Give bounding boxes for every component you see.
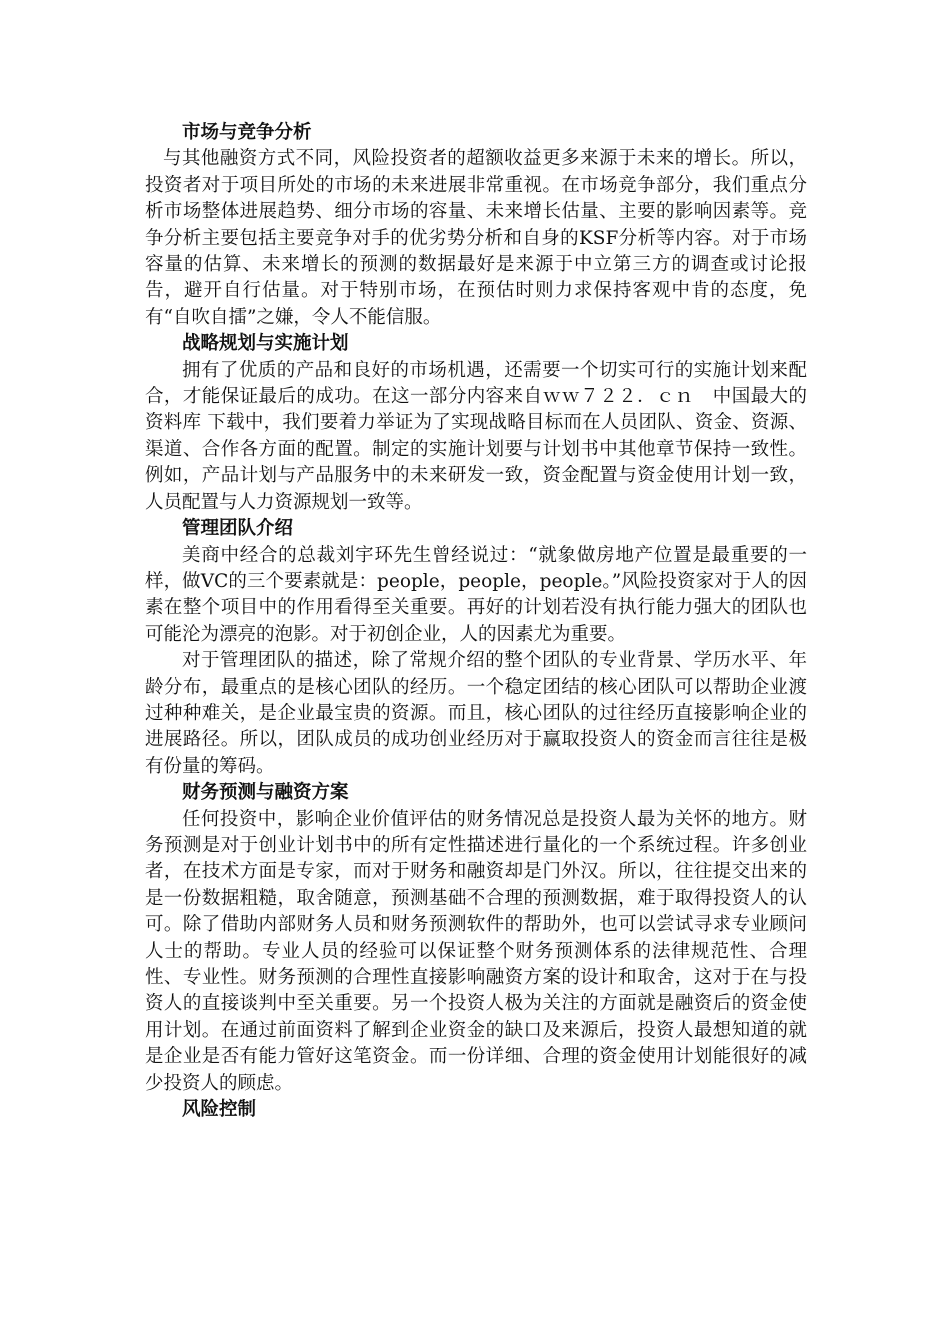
paragraph-strategy-plan: 拥有了优质的产品和良好的市场机遇，还需要一个切实可行的实施计划来配合，才能保证最后的成功。在这一部分内容来自ｗｗ７２２．ｃｎ 中国最大的 资料库 下载中，我们要着力举证为了实现战略目标而在人员团队、资金、资源、渠道、合作各方面的配置。制定的实施计划要与计划书中其他章节保持一致性。例如，产品计划与产品服务中的未来研发一致，资金配置与资金使用计划一致，人员配置与人力资源规划一致等。 [145,359,807,513]
paragraph-management-team-2: 对于管理团队的描述，除了常规介绍的整个团队的专业背景、学历水平、年龄分布，最重点的是核心团队的经历。一个稳定团结的核心团队可以帮助企业渡过种种难关，是企业最宝贵的资源。而且，核心团队的过往经历直接影响企业的进展路径。所以，团队成员的成功创业经历对于赢取投资人的资金而言往往是极有份量的筹码。 [145,650,807,777]
paragraph-market-competition: 与其他融资方式不同，风险投资者的超额收益更多来源于未来的增长。所以，投资者对于项目所处的市场的未来进展非常重视。在市场竞争部分，我们重点分析市场整体进展趋势、细分市场的容量、未来增长估量、主要的影响因素等。竞争分析主要包括主要竞争对手的优劣势分析和自身的KSF分析等内容。对于市场容量的估算、未来增长的预测的数据最好是来源于中立第三方的调查或讨论报告，避开自行估量。对于特别市场，在预估时则力求保持客观中肯的态度，免有“自吹自擂”之嫌，令人不能信服。 [145,148,807,328]
paragraph-management-team-1: 美商中经合的总裁刘宇环先生曾经说过：“就象做房地产位置是最重要的一样，做VC的三个要素就是：people，people，people。”风险投资家对于人的因素在整个项目中的作用看得至关重要。再好的计划若没有执行能力强大的团队也可能沦为漂亮的泡影。对于初创企业，人的因素尤为重要。 [145,544,807,645]
paragraph-financial-forecast: 任何投资中，影响企业价值评估的财务情况总是投资人最为关怀的地方。财务预测是对于创业计划书中的所有定性描述进行量化的一个系统过程。许多创业者，在技术方面是专家，而对于财务和融资却是门外汉。所以，往往提交出来的是一份数据粗糙，取舍随意，预测基础不合理的预测数据，难于取得投资人的认可。除了借助内部财务人员和财务预测软件的帮助外，也可以尝试寻求专业顾问人士的帮助。专业人员的经验可以保证整个财务预测体系的法律规范性、合理性、专业性。财务预测的合理性直接影响融资方案的设计和取舍，这对于在与投资人的直接谈判中至关重要。另一个投资人极为关注的方面就是融资后的资金使用计划。在通过前面资料了解到企业资金的缺口及来源后，投资人最想知道的就是企业是否有能力管好这笔资金。而一份详细、合理的资金使用计划能很好的减少投资人的顾虑。 [145,808,807,1094]
section-heading-financial-forecast: 财务预测与融资方案 [182,782,349,804]
section-heading-market-competition: 市场与竞争分析 [182,122,312,143]
section-heading-risk-control: 风险控制 [182,1099,257,1121]
section-heading-management-team: 管理团队介绍 [182,518,294,540]
section-heading-strategy-plan: 战略规划与实施计划 [182,333,349,355]
document-body [145,120,807,1123]
